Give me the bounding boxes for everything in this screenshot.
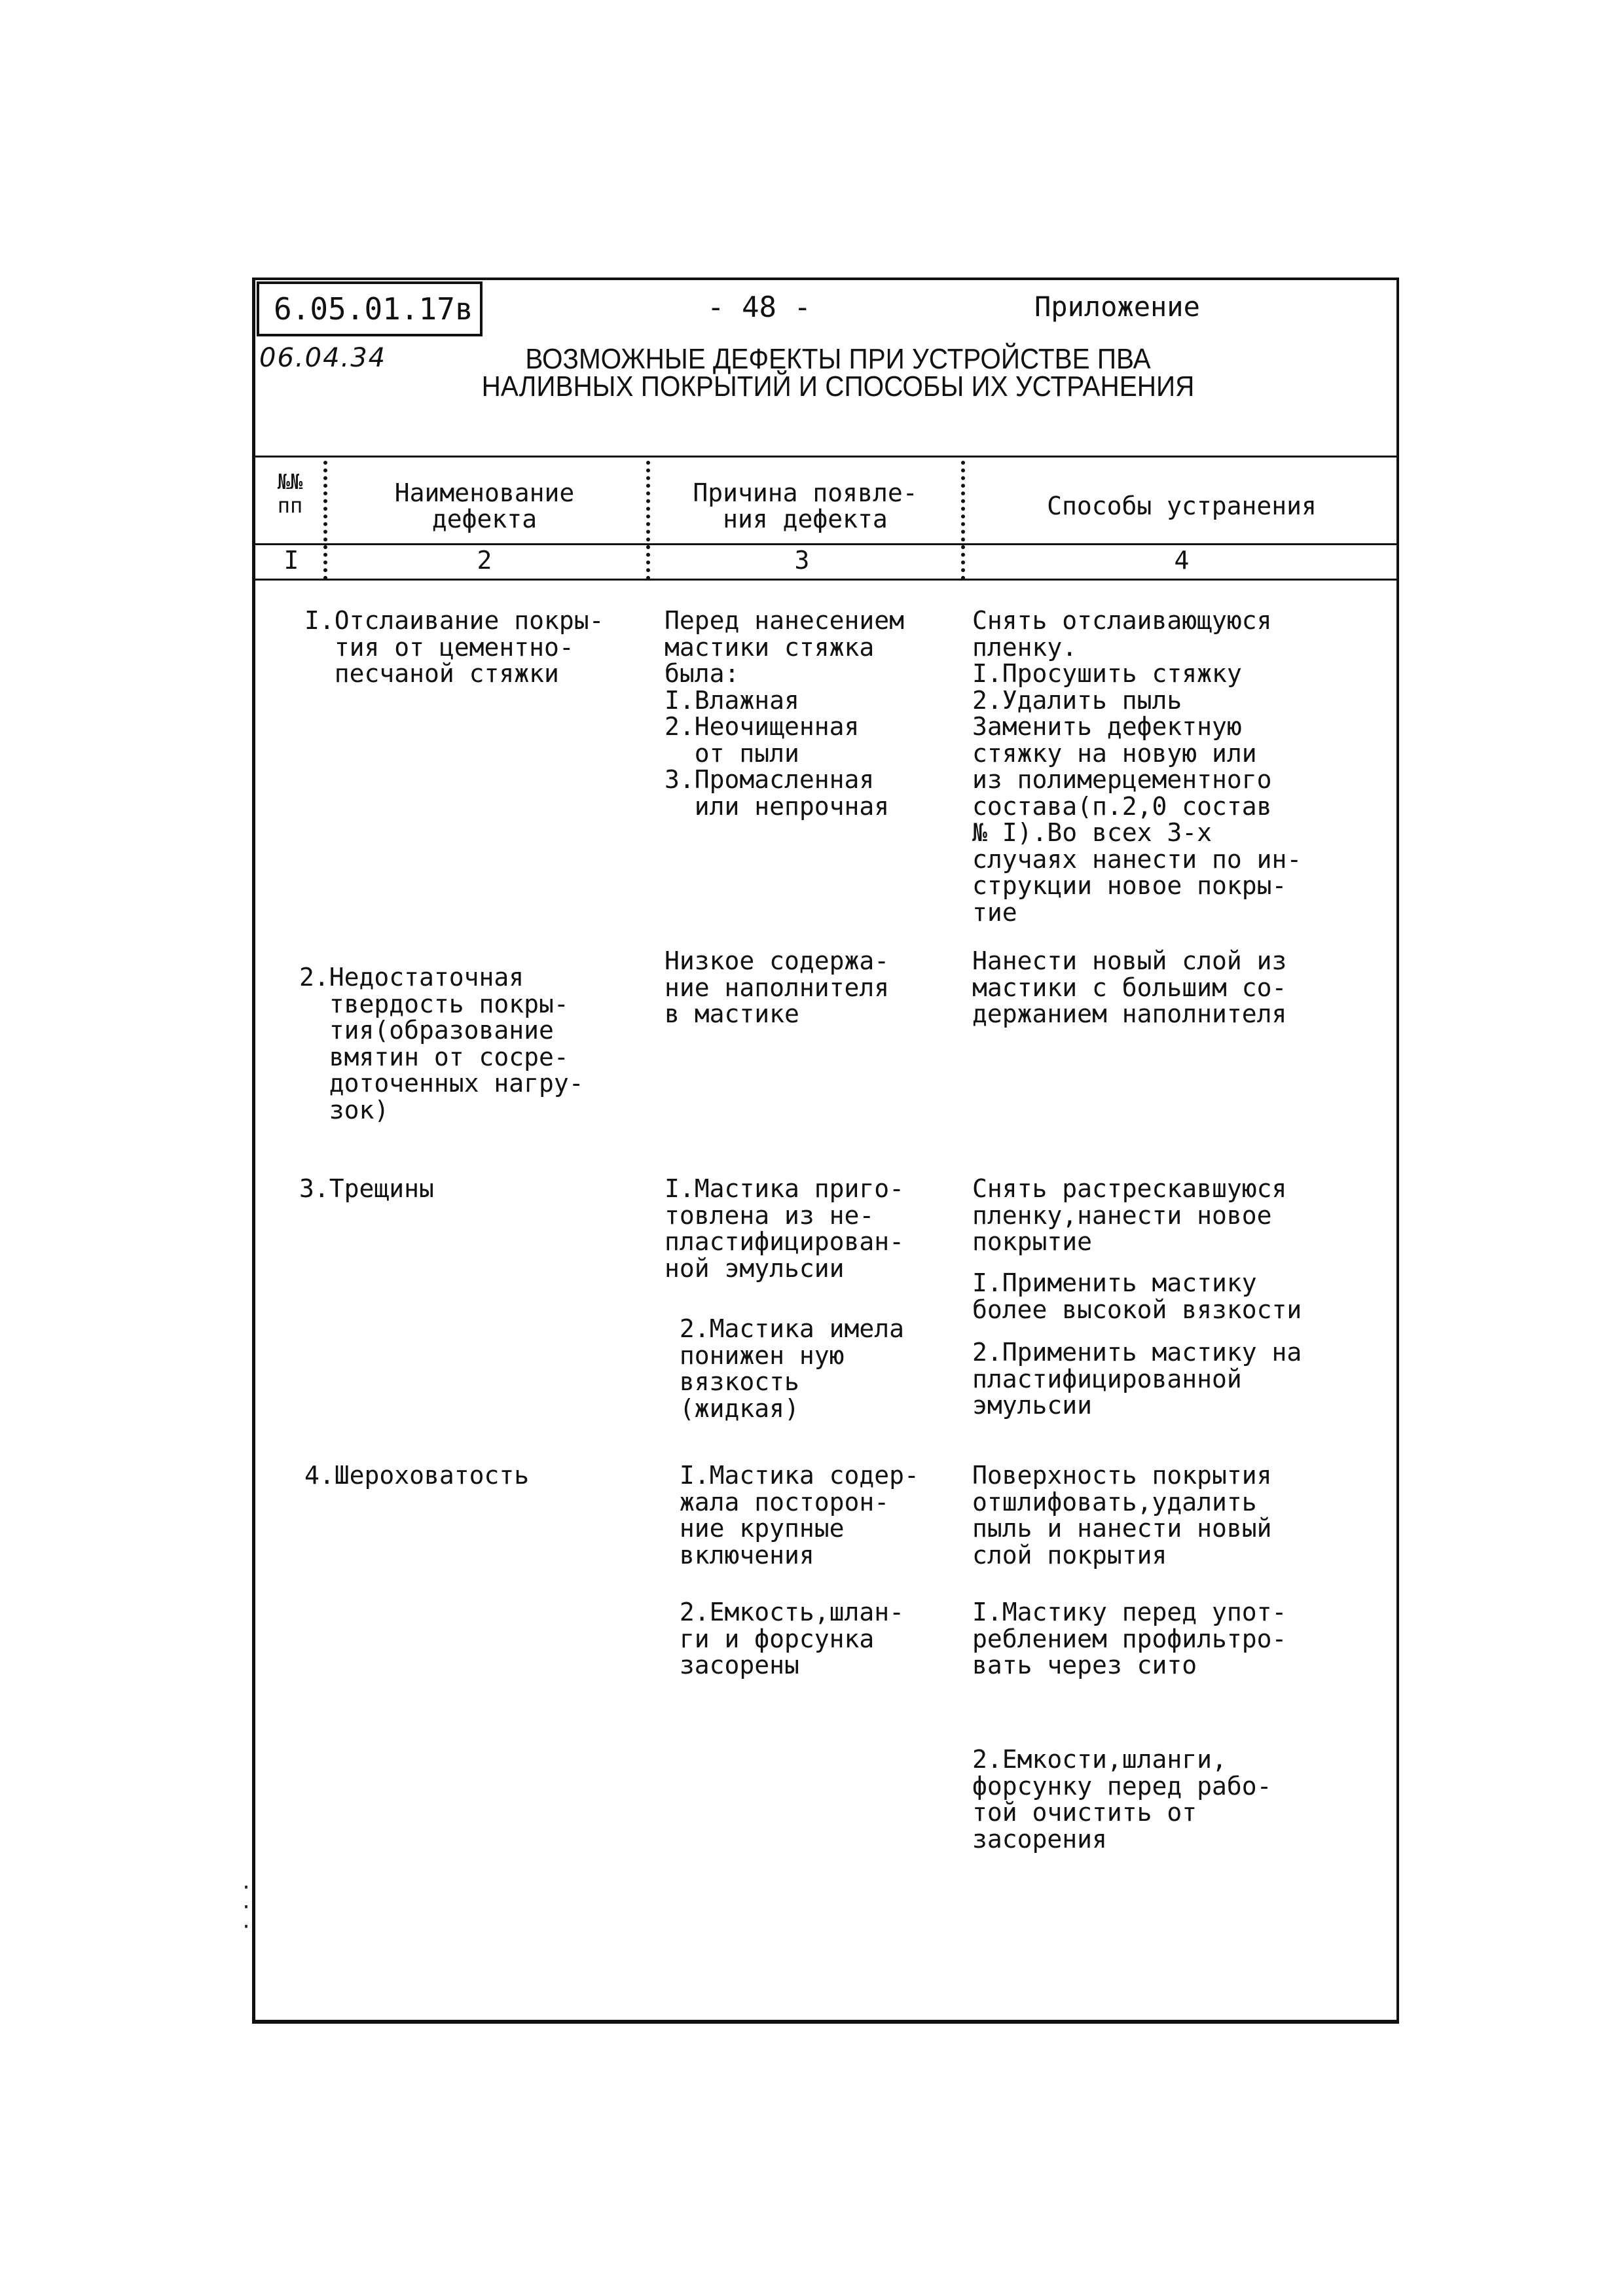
column-number-4: 4 — [1174, 546, 1190, 575]
column-number-1: I — [283, 546, 299, 575]
row-2-cause: Низкое содержа- ние наполнителя в мастике — [665, 946, 890, 1028]
row-3-remedy-2: I.Применить мастику более высокой вязкости — [972, 1268, 1302, 1324]
row-3-defect: 3.Трещины — [299, 1174, 434, 1203]
header-separator-line — [255, 543, 1396, 545]
appendix-label: Приложение — [1034, 291, 1200, 323]
header-remedy: Способы устранения — [1047, 492, 1317, 520]
row-3-cause-1: I.Мастика приго- товлена из не- пластифицирован- ной эмульсии — [665, 1174, 905, 1283]
row-4-remedy-1: Поверхность покрытия отшлифовать,удалить пыль и нанести новый слой покрытия — [972, 1461, 1272, 1570]
row-3-cause-2: 2.Мастика имела понижен ную вязкость (жидкая) — [679, 1314, 905, 1423]
header-number-b: пп — [277, 493, 303, 518]
column-number-3: 3 — [794, 546, 810, 575]
header-number-cell — [261, 470, 319, 517]
row-1-defect: I.Отслаивание покры- тия от цементно- песчаной стяжки — [304, 606, 604, 688]
document-title — [410, 343, 1266, 403]
row-4-remedy-3: 2.Емкости,шланги, форсунку перед рабо- той очистить от засорения — [972, 1745, 1272, 1854]
row-1-cause: Перед нанесением мастики стяжка была: I.Влажная 2.Неочищенная от пыли 3.Промасленная или непрочная — [665, 606, 905, 821]
row-4-cause-1: I.Мастика содер- жала посторон- ние крупные включения — [679, 1461, 919, 1570]
title-line-1: ВОЗМОЖНЫЕ ДЕФЕКТЫ ПРИ УСТРОЙСТВЕ ПВА — [525, 343, 1151, 375]
page-number: - 48 - — [707, 291, 811, 324]
header-defect-name: Наименование дефекта — [394, 478, 575, 533]
row-3-remedy-3: 2.Применить мастику на пластифицированной эмульсии — [972, 1338, 1302, 1420]
column-number-2: 2 — [477, 546, 492, 575]
row-2-defect: 2.Недостаточная твердость покры- тия(образование вмятин от сосре- доточенных нагру- зок) — [299, 963, 584, 1124]
row-4-cause-2: 2.Емкость,шлан- ги и форсунка засорены — [679, 1598, 905, 1679]
row-4-remedy-2: I.Мастику перед упот- реблением профильтро- вать через сито — [972, 1598, 1287, 1679]
row-1-remedy: Снять отслаивающуюся пленку. I.Просушить стяжку 2.Удалить пыль Заменить дефектную стяжку на новую или из полимерцементного состава(п.2,0 состав № I).Во всех 3-х случаях нанести по ин- струкции новое покры- тие — [972, 606, 1302, 927]
document-frame — [252, 278, 1399, 2024]
document-code-box — [257, 281, 483, 336]
row-3-remedy-1: Снять растрескавшуюся пленку,нанести новое покрытие — [972, 1174, 1287, 1256]
row-4-defect: 4.Шероховатость — [304, 1461, 530, 1490]
margin-binding-marks: · · · — [240, 1876, 253, 1939]
handwritten-date: 06.04.34 — [259, 343, 387, 373]
column-divider-3 — [961, 461, 965, 580]
title-separator-line — [255, 456, 1396, 457]
title-line-2: НАЛИВНЫХ ПОКРЫТИЙ И СПОСОБЫ ИХ УСТРАНЕНИЯ — [481, 370, 1195, 403]
header-number-a: №№ — [277, 469, 303, 494]
document-code: 6.05.01.17в — [274, 291, 473, 327]
row-2-remedy: Нанести новый слой из мастики с большим со- держанием наполнителя — [972, 946, 1287, 1028]
column-number-separator-line — [255, 579, 1396, 581]
header-defect-cause: Причина появле- ния дефекта — [693, 478, 918, 533]
